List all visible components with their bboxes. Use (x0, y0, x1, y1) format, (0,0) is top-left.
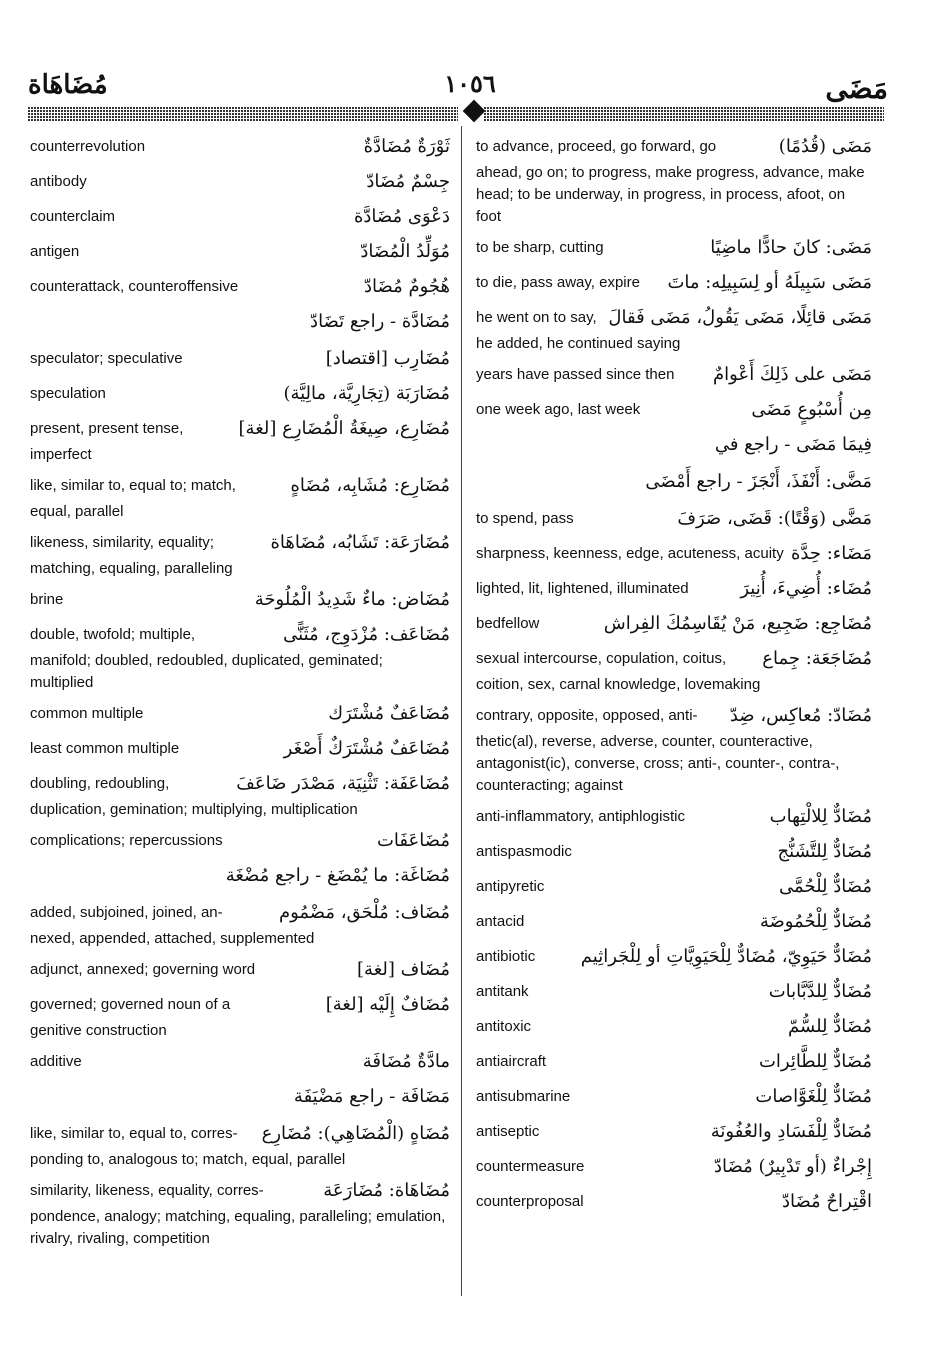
entry-english: antitoxic (476, 1018, 532, 1035)
dictionary-entry (30, 532, 450, 580)
entry-english: to spend, pass (476, 510, 574, 527)
entry-arabic: مُضَاهٍ (الْمُضَاهِي): مُضَارِع (261, 1123, 450, 1144)
entry-english: antispasmodic (476, 843, 572, 860)
entry-english: antitank (476, 983, 529, 1000)
dictionary-entry (30, 994, 450, 1042)
entry-english: speculator; speculative (30, 350, 183, 367)
entry-english: sexual intercourse, copulation, coitus, (476, 650, 727, 667)
entry-arabic: مُضَارِع: مُشَابِه، مُضَاهٍ (290, 475, 450, 496)
entry-arabic: مُضَادٌّ لِلْحُمَّى (779, 876, 872, 897)
entry-english: antiaircraft (476, 1053, 547, 1070)
entry-arabic: مُضَادٌّ لِلالْتِهاب (769, 806, 872, 827)
dictionary-entry (476, 364, 872, 390)
entry-english: doubling, redoubling, (30, 775, 170, 792)
dictionary-entry (30, 1123, 450, 1171)
dictionary-entry (30, 589, 450, 615)
entry-english: brine (30, 591, 64, 608)
dictionary-entry (30, 206, 450, 232)
entry-arabic: مُضَادٌّ لِلتَّشَنُّج (777, 841, 872, 862)
entry-english: antiseptic (476, 1123, 540, 1140)
entry-arabic: مَضَى قائِلًا، مَضَى يَقُولُ، مَضَى فَقالَ (608, 307, 872, 328)
dictionary-entry (30, 830, 450, 856)
dictionary-entry (476, 911, 872, 937)
entry-english: he went on to say, (476, 309, 597, 326)
entry-arabic: مَضَى (قُدُمًا) (778, 136, 872, 157)
entry-arabic: مُضَاجَعَة: جِماع (762, 648, 872, 669)
entry-english-continuation: manifold; doubled, redoubled, duplicated, geminated; multiplied (30, 652, 383, 691)
entry-english: least common multiple (30, 740, 180, 757)
entry-arabic: مُضَاعَفٌ مُشْتَرَكٌ أَصْغَر (283, 738, 450, 759)
entry-arabic: مُضَادٌّ لِلطَّائِرات (758, 1051, 872, 1072)
entry-arabic: مُوَلِّدُ الْمُضَادّ (360, 241, 450, 262)
entry-arabic: مُضَاف [لغة] (357, 959, 450, 980)
header-band-left (28, 107, 458, 121)
entry-arabic: إِجْراءٌ (أو تَدْبِيرٌ) مُضَادّ (713, 1156, 872, 1177)
entry-english: to die, pass away, expire (476, 274, 640, 291)
entry-arabic: مادَّةٌ مُضَافَة (362, 1051, 450, 1072)
dictionary-entry (476, 543, 872, 569)
dictionary-entry (30, 475, 450, 523)
entry-english: antibiotic (476, 948, 536, 965)
entry-english: contrary, opposite, opposed, anti- (476, 707, 698, 724)
right-column (476, 136, 872, 1226)
left-column (30, 136, 450, 1259)
entry-arabic: مَضَى: كانَ حادًّا ماضِيًا (710, 237, 872, 258)
dictionary-entry (30, 1051, 450, 1077)
dictionary-entry (476, 272, 872, 298)
entry-english: counterattack, counteroffensive (30, 278, 239, 295)
entry-arabic: مُضَارِع، صِيغَةُ الْمُضَارِع [لغة] (238, 418, 450, 439)
dictionary-entry (476, 1191, 872, 1217)
page-number: ١٠٥٦ (444, 72, 496, 98)
entry-arabic: دَعْوَى مُضَادَّة (353, 206, 450, 227)
entry-english: one week ago, last week (476, 401, 641, 418)
entry-arabic: مُضَادٌّ لِلسُّمّ (788, 1016, 872, 1037)
dictionary-entry (476, 648, 872, 696)
dictionary-entry (476, 237, 872, 263)
dictionary-entry (476, 841, 872, 867)
dictionary-entry (30, 136, 450, 162)
entry-english-continuation: coition, sex, carnal knowledge, lovemaking (476, 676, 761, 693)
entry-arabic: مُضَافٌ إِلَيْه [لغة] (325, 994, 450, 1015)
entry-english-continuation: imperfect (30, 446, 92, 463)
dictionary-entry (30, 902, 450, 950)
entry-arabic: مُضَارَعَة: تَشَابُه، مُضَاهَاة (270, 532, 450, 553)
entry-arabic-crossref: فِيمَا مَضَى - راجع في (714, 434, 872, 455)
header-band-right (484, 107, 884, 121)
entry-arabic: مُضَاعَفٌ مُشْتَرَك (328, 703, 450, 724)
entry-arabic: مُضَاهَاة: مُضَارَعَة (323, 1180, 450, 1201)
entry-english: common multiple (30, 705, 144, 722)
dictionary-entry (476, 471, 872, 499)
entry-arabic: مُضَاف: مُلْحَق، مَضْمُوم (278, 902, 450, 923)
entry-english-continuation: he added, he continued saying (476, 335, 681, 352)
dictionary-entry (30, 241, 450, 267)
dictionary-entry (476, 705, 872, 797)
entry-english: years have passed since then (476, 366, 675, 383)
entry-english: governed; governed noun of a (30, 996, 231, 1013)
dictionary-entry (476, 136, 872, 228)
entry-english: lighted, lit, lightened, illuminated (476, 580, 689, 597)
dictionary-entry (30, 959, 450, 985)
entry-english: counterrevolution (30, 138, 146, 155)
entry-arabic: مَضَّى (وَقْتًا): قَضَى، صَرَفَ (677, 508, 872, 529)
entry-english: antigen (30, 243, 80, 260)
entry-english-continuation: equal, parallel (30, 503, 124, 520)
entry-arabic: اقْتِراحٌ مُضَادّ (781, 1191, 872, 1212)
header-guide-word-left: مُضَاهَاة (28, 70, 108, 99)
entry-english: speculation (30, 385, 106, 402)
entry-arabic: مُضَاجِع: ضَجِيع، مَنْ يُقَاسِمُكَ الفِراش (603, 613, 872, 634)
entry-arabic-crossref: مَضَافَة - راجع مَضْيَفَة (293, 1086, 450, 1107)
dictionary-entry (476, 1051, 872, 1077)
entry-english: added, subjoined, joined, an- (30, 904, 223, 921)
entry-english: additive (30, 1053, 82, 1070)
entry-english-continuation: pondence, analogy; matching, equaling, paralleling; emulation, rivalry, rivaling, competition (30, 1208, 446, 1247)
entry-english-continuation: genitive construction (30, 1022, 167, 1039)
entry-english-continuation: duplication, gemination; multiplying, multiplication (30, 801, 358, 818)
dictionary-entry (30, 1180, 450, 1250)
dictionary-entry (476, 434, 872, 462)
entry-arabic: مُضَادٌّ لِلدَّبَّابات (768, 981, 872, 1002)
entry-arabic: مُضَارِب [اقتصاد] (325, 348, 450, 369)
header-guide-word-right: مَضَى (825, 74, 888, 105)
entry-english: sharpness, keenness, edge, acuteness, acuity (476, 545, 784, 562)
entry-arabic: مُضَاء: أُضِيءَ، أُنِيرَ (740, 578, 872, 599)
dictionary-entry (476, 578, 872, 604)
entry-arabic-crossref: مُضَادَّة - راجع تَضَادّ (310, 311, 450, 332)
dictionary-entry (30, 738, 450, 764)
entry-arabic: مَضَى على ذَلِكَ أَعْوامٌ (713, 364, 872, 385)
entry-english-continuation: matching, equaling, paralleling (30, 560, 233, 577)
entry-english: adjunct, annexed; governing word (30, 961, 256, 978)
dictionary-entry (30, 311, 450, 339)
entry-arabic: مُضَادّ: مُعاكِس، ضِدّ (729, 705, 872, 726)
entry-english: double, twofold; multiple, (30, 626, 196, 643)
entry-arabic: مُضَارَبَة (تِجَارِيَّة، مالِيَّة) (283, 383, 450, 404)
dictionary-entry (476, 946, 872, 972)
dictionary-entry (476, 1156, 872, 1182)
entry-english: anti-inflammatory, antiphlogistic (476, 808, 685, 825)
dictionary-entry (476, 981, 872, 1007)
entry-english-continuation: thetic(al), reverse, adverse, counter, counteractive, antagonist(ic), converse, cross; anti-, counter-, contra-, counteracting; against (476, 733, 840, 794)
dictionary-entry (476, 806, 872, 832)
dictionary-entry (30, 1086, 450, 1114)
entry-arabic: مُضَادٌّ حَيَوِيّ، مُضَادٌّ لِلْحَيَوِيَّاتِ أو لِلْجَراثِيم (580, 946, 872, 967)
dictionary-entry (30, 624, 450, 694)
entry-english: similarity, likeness, equality, corres- (30, 1182, 264, 1199)
entry-english: countermeasure (476, 1158, 585, 1175)
entry-english: counterclaim (30, 208, 116, 225)
entry-english: like, similar to, equal to; match, (30, 477, 236, 494)
dictionary-entry (476, 613, 872, 639)
column-divider (461, 126, 462, 1296)
entry-arabic-crossref: مُضَاغَة: ما يُمْضَغ - راجع مُضْغَة (225, 865, 450, 886)
entry-english-continuation: nexed, appended, attached, supplemented (30, 930, 315, 947)
dictionary-entry (30, 348, 450, 374)
dictionary-entry (476, 508, 872, 534)
entry-english: like, similar to, equal to, corres- (30, 1125, 238, 1142)
entry-arabic: جِسْمٌ مُضَادّ (366, 171, 450, 192)
entry-english: antipyretic (476, 878, 545, 895)
entry-arabic: مِن أُسْبُوعٍ مَضَى (751, 399, 872, 420)
dictionary-entry (30, 276, 450, 302)
entry-arabic: ثَوْرَةٌ مُضَادَّةٌ (363, 136, 450, 157)
entry-arabic: مُضَاعَفَة: تَثْنِيَة، مَصْدَر ضَاعَفَ (236, 773, 450, 794)
entry-english: bedfellow (476, 615, 540, 632)
entry-arabic: مُضَادٌّ لِلْغَوَّاصات (755, 1086, 872, 1107)
dictionary-entry (30, 865, 450, 893)
entry-arabic: مَضَى سَبِيلَهُ أو لِسَبِيلِه: ماتَ (667, 272, 872, 293)
entry-english: antacid (476, 913, 525, 930)
entry-arabic: مُضَاعَفَات (376, 830, 450, 851)
entry-english-continuation: ahead, go on; to progress, make progress, advance, make head; to be underway, in progress, in process, afoot, on foot (476, 164, 865, 225)
entry-english: antibody (30, 173, 87, 190)
entry-arabic-crossref: مَضَّى: أَنْفَذَ، أَنْجَزَ - راجع أَمْضَى (645, 471, 872, 492)
dictionary-entry (30, 773, 450, 821)
dictionary-entry (30, 383, 450, 409)
dictionary-entry (30, 703, 450, 729)
entry-arabic: مَضَاء: حِدَّة (791, 543, 872, 564)
entry-english: counterproposal (476, 1193, 584, 1210)
entry-arabic: مُضَادٌّ لِلْحُمُوضَة (759, 911, 872, 932)
dictionary-entry (476, 399, 872, 425)
dictionary-entry (476, 1121, 872, 1147)
entry-english: to advance, proceed, go forward, go (476, 138, 717, 155)
dictionary-entry (476, 307, 872, 355)
dictionary-entry (476, 1086, 872, 1112)
entry-arabic: هُجُومٌ مُضَادّ (363, 276, 450, 297)
entry-arabic: مُضَادٌّ لِلْفَسَادِ والعُفُونَة (710, 1121, 872, 1142)
header-diamond-ornament (463, 100, 486, 123)
dictionary-entry (476, 1016, 872, 1042)
entry-english: likeness, similarity, equality; (30, 534, 214, 551)
entry-english: present, present tense, (30, 420, 184, 437)
dictionary-entry (30, 418, 450, 466)
entry-arabic: مُضَاض: ماءٌ شَدِيدُ الْمُلُوحَة (254, 589, 450, 610)
entry-english: complications; repercussions (30, 832, 223, 849)
dictionary-entry (30, 171, 450, 197)
entry-english: antisubmarine (476, 1088, 571, 1105)
entry-english: to be sharp, cutting (476, 239, 604, 256)
entry-arabic: مُضَاعَف: مُزْدَوِج، مُثَنًّى (283, 624, 450, 645)
entry-english-continuation: ponding to, analogous to; match, equal, parallel (30, 1151, 346, 1168)
dictionary-entry (476, 876, 872, 902)
